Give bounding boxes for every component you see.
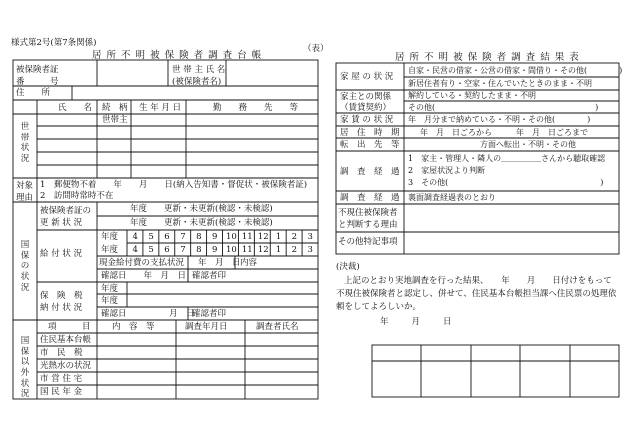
month-cell: 8 [196, 232, 202, 242]
rent-label: 家 賃 の 状 況 [340, 115, 394, 125]
insured-no-label: 被保険者証 番 号 [16, 65, 59, 87]
unknown-label: 不現住被保険者 と判断する理由 [338, 208, 398, 230]
month-cell: 7 [180, 245, 186, 255]
right-title: 居 所 不 明 被 保 険 者 調 査 結 果 表 [395, 52, 580, 63]
col-name: 氏 名 [58, 103, 93, 113]
month-cell: 8 [196, 245, 202, 255]
owner-value-1: 解約している・契約したまま・不明 [408, 91, 536, 100]
month-cell: 12 [257, 232, 269, 242]
confirm-date: 確認日 年 月 日 [101, 271, 187, 281]
target-item-2: 2 訪問時常時不在 [40, 191, 114, 201]
special-label: その他特記事項 [338, 237, 398, 247]
other-col-content: 内 容 等 [112, 322, 155, 332]
rent-value: 年 月分まで納めている・不明・その他( ) [408, 115, 591, 124]
house-value-2: 新居住者有り・空家・住んでいたときのまま・不明 [408, 79, 592, 88]
other-item-3: 光熱水の状況 [40, 361, 92, 371]
tax-year-1: 年度 [101, 284, 119, 294]
tax-year-2: 年度 [101, 296, 119, 306]
form-number: 様式第2号(第7条関係) [11, 38, 97, 48]
target-item-1: 1 郵便物不着 年 月 日(納入告知書・督促状・被保険者証) [40, 180, 308, 190]
confirm2-seal: 確認者印 [192, 309, 227, 319]
other-item-5: 国 民 年 金 [40, 387, 83, 397]
other-label: 国 保 以 外 状 況 [20, 336, 30, 400]
renewal-row-2: 年度 更新・未更新(検認・未検認) [130, 218, 273, 228]
dest-label: 転 出 先 等 [340, 140, 400, 150]
month-cell: 9 [212, 245, 218, 255]
month-cell: 11 [241, 232, 253, 242]
proc2-label: 調 査 経 過 [340, 193, 400, 203]
owner-value-2: その他( ) [408, 103, 599, 112]
month-cell: 1 [275, 232, 282, 242]
other-item-1: 住民基本台帳 [40, 335, 92, 345]
month-cell: 6 [164, 232, 170, 242]
year-label-1: 年度 [101, 232, 119, 242]
period-label: 居 住 時 期 [340, 128, 400, 138]
month-cell: 6 [164, 245, 170, 255]
dest-value: 方面へ転出・不明・その他 [480, 140, 576, 149]
confirm-seal: 確認者印 [192, 271, 227, 281]
month-cell: 9 [212, 232, 218, 242]
month-cell: 3 [307, 232, 313, 242]
confirm2-date: 確認日 月 日 [101, 309, 195, 319]
cash-date: 年 月 日 [198, 258, 241, 268]
period-value: 年 月 日ごろから 年 月 日ごろまで [420, 128, 588, 137]
other-item-4: 市 営 住 宅 [40, 374, 83, 384]
owner-label: 家主との関係 （賃貸契約） [340, 92, 392, 113]
householder-label: 世 帯 主 氏 名 (被保険者名) [172, 65, 226, 87]
tax-label: 保 険 税 納 付 状 況 [40, 291, 83, 313]
month-cell: 2 [291, 245, 298, 255]
setai-label: 世 帯 状 況 [20, 122, 30, 164]
month-cell: 1 [275, 245, 282, 255]
house-value-1: 自家・民営の借家・公営の借家・間借り・その他( ) [408, 66, 623, 75]
renewal-row-1: 年度 更新・未更新(検認・未検認) [130, 204, 273, 214]
other-item-2: 市 民 税 [40, 348, 83, 358]
proc2-value: 裏面調査経過表のとおり [408, 193, 496, 202]
month-cell: 4 [132, 232, 138, 242]
proc-label: 調 査 経 過 [340, 167, 400, 177]
decision-text: 上記のとおり実地調査を行った結果、 年 月 日付けをもって不現住被保険者と認定し、併せて、住民基本台帳担当課へ住民票の処理依頼をしてよろしいか。 [336, 276, 617, 312]
renewal-label: 被保険者証の 更 新 状 況 [40, 206, 92, 228]
proc-item-1: 1 家主・管理人・隣人の＿＿＿＿＿さんから聴取確認 [408, 154, 606, 163]
col-birthdate: 生 年 月 日 [139, 103, 182, 113]
kokuho-label: 国 保 の 状 況 [20, 240, 30, 293]
month-cell: 10 [225, 245, 237, 255]
month-cell: 5 [148, 245, 154, 255]
month-cell: 7 [180, 232, 186, 242]
month-cell: 12 [257, 245, 269, 255]
month-cell: 2 [291, 232, 298, 242]
month-cell: 5 [148, 232, 154, 242]
proc-item-3: 3 その他( ) [408, 178, 604, 187]
target-label: 対象 理由 [16, 181, 34, 203]
month-cell: 4 [132, 245, 138, 255]
proc-item-2: 2 家屋状況より判断 [408, 166, 486, 175]
payment-label: 給 付 状 況 [40, 249, 83, 259]
address-label: 住 所 [16, 88, 51, 98]
month-cell: 11 [241, 245, 253, 255]
year-label-2: 年度 [101, 245, 119, 255]
householder-cell: 世帯主 [102, 115, 128, 125]
other-col-item: 項 目 [48, 322, 91, 332]
house-label: 家 屋 の 状 況 [340, 72, 394, 82]
month-cell: 10 [225, 232, 237, 242]
other-col-investigator: 調査者氏名 [256, 322, 299, 332]
col-workplace: 勤 務 先 等 [213, 103, 299, 113]
content-label: 内容 [240, 258, 258, 268]
front-side-label: （表） [303, 44, 329, 54]
col-relation: 続 柄 [102, 103, 128, 113]
left-title: 居 所 不 明 被 保 険 者 調 査 台 帳 [92, 50, 263, 61]
decision-date: 年 月 日 [380, 317, 454, 327]
month-cell: 3 [307, 245, 313, 255]
cash-label: 現金給付費の支払状況 [99, 258, 185, 268]
decision-label: (決裁) [336, 262, 360, 272]
other-col-date: 調査年月日 [185, 322, 228, 332]
